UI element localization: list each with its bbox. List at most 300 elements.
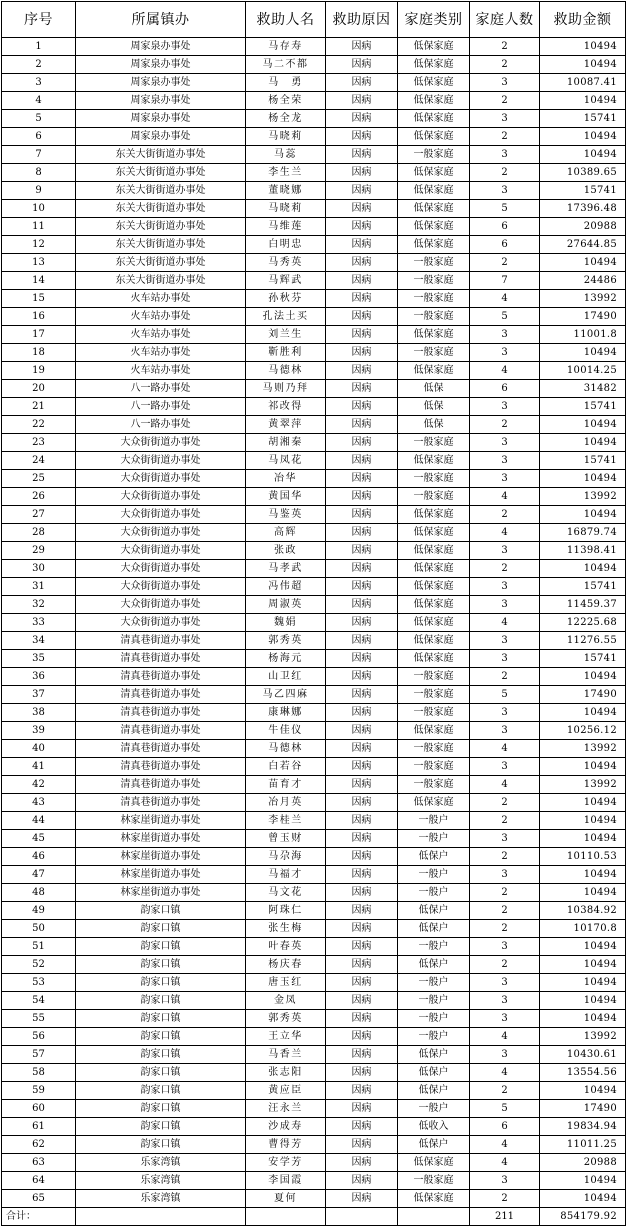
table-row	[2, 308, 626, 326]
cell-family-size: 3	[470, 542, 540, 560]
cell-office: 清真巷街道办事处	[76, 794, 246, 812]
cell-reason: 因病	[326, 740, 398, 758]
cell-office: 清真巷街道办事处	[76, 704, 246, 722]
cell-recipient: 冯伟超	[246, 578, 326, 596]
cell-reason: 因病	[326, 488, 398, 506]
cell-amount: 10494	[540, 866, 626, 884]
cell-reason: 因病	[326, 542, 398, 560]
cell-office: 八一路办事处	[76, 380, 246, 398]
cell-family-size: 4	[470, 290, 540, 308]
cell-office: 林家崖街道办事处	[76, 866, 246, 884]
cell-office: 林家崖街道办事处	[76, 830, 246, 848]
cell-family-type: 一般户	[398, 938, 470, 956]
cell-amount: 10110.53	[540, 848, 626, 866]
cell-amount: 10494	[540, 956, 626, 974]
cell-office: 东关大街街道办事处	[76, 146, 246, 164]
cell-family-size: 6	[470, 218, 540, 236]
cell-office: 韵家口镇	[76, 956, 246, 974]
cell-recipient: 马秀英	[246, 254, 326, 272]
cell-office: 大众街街道办事处	[76, 542, 246, 560]
cell-family-type: 一般户	[398, 974, 470, 992]
cell-family-size: 3	[470, 722, 540, 740]
total-label: 合计：	[2, 1208, 76, 1226]
cell-recipient: 马德林	[246, 740, 326, 758]
cell-recipient: 李国霞	[246, 1172, 326, 1190]
cell-recipient: 张志阳	[246, 1064, 326, 1082]
table-row	[2, 776, 626, 794]
table-row	[2, 650, 626, 668]
cell-amount: 13992	[540, 1028, 626, 1046]
cell-index: 10	[2, 200, 76, 218]
cell-reason: 因病	[326, 1028, 398, 1046]
cell-family-size: 2	[470, 848, 540, 866]
cell-office: 火车站办事处	[76, 308, 246, 326]
cell-reason: 因病	[326, 632, 398, 650]
cell-index: 41	[2, 758, 76, 776]
cell-amount: 10494	[540, 560, 626, 578]
cell-family-type: 一般户	[398, 812, 470, 830]
cell-amount: 15741	[540, 182, 626, 200]
table-row	[2, 1010, 626, 1028]
cell-recipient: 杨海元	[246, 650, 326, 668]
cell-family-type: 一般家庭	[398, 254, 470, 272]
header-recipient: 救助人名	[246, 2, 326, 38]
cell-family-type: 一般家庭	[398, 434, 470, 452]
cell-amount: 17490	[540, 308, 626, 326]
cell-reason: 因病	[326, 74, 398, 92]
cell-recipient: 金凤	[246, 992, 326, 1010]
cell-amount: 10494	[540, 758, 626, 776]
table-row	[2, 722, 626, 740]
cell-recipient: 汪永兰	[246, 1100, 326, 1118]
cell-index: 25	[2, 470, 76, 488]
cell-index: 28	[2, 524, 76, 542]
cell-amount: 10494	[540, 56, 626, 74]
cell-index: 54	[2, 992, 76, 1010]
cell-family-type: 低保	[398, 380, 470, 398]
cell-office: 韵家口镇	[76, 902, 246, 920]
cell-index: 38	[2, 704, 76, 722]
cell-recipient: 白明忠	[246, 236, 326, 254]
cell-index: 61	[2, 1118, 76, 1136]
cell-family-type: 低保户	[398, 1064, 470, 1082]
cell-family-type: 一般家庭	[398, 704, 470, 722]
cell-office: 八一路办事处	[76, 398, 246, 416]
cell-office: 大众街街道办事处	[76, 470, 246, 488]
cell-amount: 10256.12	[540, 722, 626, 740]
cell-amount: 15741	[540, 452, 626, 470]
table-row	[2, 254, 626, 272]
cell-family-size: 5	[470, 1100, 540, 1118]
table-row	[2, 128, 626, 146]
header-row	[2, 2, 626, 38]
table-row	[2, 506, 626, 524]
cell-reason: 因病	[326, 848, 398, 866]
cell-family-type: 一般户	[398, 1100, 470, 1118]
cell-amount: 17396.48	[540, 200, 626, 218]
table-row	[2, 326, 626, 344]
cell-index: 60	[2, 1100, 76, 1118]
cell-office: 周家泉办事处	[76, 92, 246, 110]
cell-reason: 因病	[326, 452, 398, 470]
cell-family-size: 4	[470, 1136, 540, 1154]
cell-office: 韵家口镇	[76, 1028, 246, 1046]
cell-family-type: 一般户	[398, 866, 470, 884]
cell-family-size: 3	[470, 866, 540, 884]
table-row	[2, 236, 626, 254]
cell-family-type: 低保家庭	[398, 650, 470, 668]
cell-recipient: 李生兰	[246, 164, 326, 182]
table-row	[2, 632, 626, 650]
cell-family-size: 3	[470, 704, 540, 722]
cell-recipient: 白若谷	[246, 758, 326, 776]
cell-office: 林家崖街道办事处	[76, 812, 246, 830]
table-row	[2, 362, 626, 380]
cell-reason: 因病	[326, 398, 398, 416]
header-family-size: 家庭人数	[470, 2, 540, 38]
table-row	[2, 542, 626, 560]
cell-family-size: 4	[470, 1028, 540, 1046]
table-footer	[2, 1208, 626, 1226]
cell-amount: 10494	[540, 794, 626, 812]
cell-family-size: 2	[470, 254, 540, 272]
cell-index: 64	[2, 1172, 76, 1190]
cell-office: 大众街街道办事处	[76, 596, 246, 614]
cell-family-type: 一般家庭	[398, 308, 470, 326]
cell-family-size: 3	[470, 632, 540, 650]
cell-recipient: 苗育才	[246, 776, 326, 794]
cell-recipient: 黄国华	[246, 488, 326, 506]
cell-recipient: 胡湘秦	[246, 434, 326, 452]
cell-reason: 因病	[326, 812, 398, 830]
cell-family-type: 低保家庭	[398, 38, 470, 56]
cell-recipient: 阿珠仁	[246, 902, 326, 920]
cell-index: 43	[2, 794, 76, 812]
cell-index: 39	[2, 722, 76, 740]
cell-index: 12	[2, 236, 76, 254]
cell-family-type: 低保户	[398, 1046, 470, 1064]
cell-family-type: 低保家庭	[398, 578, 470, 596]
cell-amount: 13992	[540, 290, 626, 308]
cell-family-size: 3	[470, 470, 540, 488]
total-empty	[398, 1208, 470, 1226]
cell-recipient: 马鉴英	[246, 506, 326, 524]
cell-index: 52	[2, 956, 76, 974]
cell-amount: 10430.61	[540, 1046, 626, 1064]
cell-family-size: 2	[470, 956, 540, 974]
table-row	[2, 1190, 626, 1208]
table-body	[2, 38, 626, 1208]
cell-amount: 10494	[540, 938, 626, 956]
cell-office: 东关大街街道办事处	[76, 200, 246, 218]
cell-reason: 因病	[326, 1172, 398, 1190]
cell-family-size: 2	[470, 1082, 540, 1100]
cell-family-type: 低保家庭	[398, 182, 470, 200]
cell-index: 36	[2, 668, 76, 686]
cell-office: 东关大街街道办事处	[76, 182, 246, 200]
table-row	[2, 740, 626, 758]
cell-family-type: 低保户	[398, 902, 470, 920]
cell-amount: 10170.8	[540, 920, 626, 938]
cell-family-type: 低保家庭	[398, 164, 470, 182]
table-row	[2, 1154, 626, 1172]
cell-recipient: 马二不都	[246, 56, 326, 74]
cell-family-type: 低保家庭	[398, 326, 470, 344]
cell-family-size: 2	[470, 128, 540, 146]
cell-amount: 15741	[540, 578, 626, 596]
cell-family-type: 低收入	[398, 1118, 470, 1136]
cell-amount: 10014.25	[540, 362, 626, 380]
cell-family-size: 3	[470, 758, 540, 776]
table-row	[2, 434, 626, 452]
cell-index: 63	[2, 1154, 76, 1172]
cell-amount: 10494	[540, 344, 626, 362]
cell-reason: 因病	[326, 704, 398, 722]
cell-index: 20	[2, 380, 76, 398]
cell-recipient: 孔法土买	[246, 308, 326, 326]
cell-family-size: 7	[470, 272, 540, 290]
cell-reason: 因病	[326, 1136, 398, 1154]
cell-reason: 因病	[326, 146, 398, 164]
cell-family-size: 4	[470, 488, 540, 506]
cell-family-type: 低保家庭	[398, 56, 470, 74]
cell-reason: 因病	[326, 938, 398, 956]
cell-recipient: 曾玉财	[246, 830, 326, 848]
cell-family-type: 一般家庭	[398, 1172, 470, 1190]
cell-family-type: 低保家庭	[398, 614, 470, 632]
table-row	[2, 164, 626, 182]
cell-recipient: 冶月英	[246, 794, 326, 812]
cell-family-size: 6	[470, 380, 540, 398]
table-row	[2, 560, 626, 578]
cell-family-type: 低保户	[398, 848, 470, 866]
cell-family-size: 3	[470, 398, 540, 416]
cell-reason: 因病	[326, 272, 398, 290]
cell-recipient: 刘兰生	[246, 326, 326, 344]
cell-office: 韵家口镇	[76, 1118, 246, 1136]
cell-family-type: 低保家庭	[398, 218, 470, 236]
cell-recipient: 魏娟	[246, 614, 326, 632]
cell-index: 9	[2, 182, 76, 200]
cell-office: 韵家口镇	[76, 1100, 246, 1118]
cell-office: 清真巷街道办事处	[76, 632, 246, 650]
cell-family-size: 4	[470, 362, 540, 380]
cell-office: 林家崖街道办事处	[76, 884, 246, 902]
cell-office: 清真巷街道办事处	[76, 686, 246, 704]
cell-family-size: 2	[470, 884, 540, 902]
cell-amount: 10384.92	[540, 902, 626, 920]
cell-family-size: 2	[470, 416, 540, 434]
cell-family-type: 低保家庭	[398, 200, 470, 218]
table-row	[2, 830, 626, 848]
table-row	[2, 794, 626, 812]
cell-amount: 24486	[540, 272, 626, 290]
table-row	[2, 1136, 626, 1154]
cell-index: 5	[2, 110, 76, 128]
cell-family-type: 低保家庭	[398, 794, 470, 812]
cell-recipient: 周淑英	[246, 596, 326, 614]
table-row	[2, 452, 626, 470]
cell-recipient: 马维莲	[246, 218, 326, 236]
header-index: 序号	[2, 2, 76, 38]
cell-reason: 因病	[326, 506, 398, 524]
cell-recipient: 马晓莉	[246, 200, 326, 218]
cell-index: 1	[2, 38, 76, 56]
cell-family-size: 2	[470, 164, 540, 182]
cell-recipient: 张生梅	[246, 920, 326, 938]
cell-index: 29	[2, 542, 76, 560]
cell-family-size: 2	[470, 560, 540, 578]
cell-reason: 因病	[326, 866, 398, 884]
cell-recipient: 马乙四麻	[246, 686, 326, 704]
cell-family-size: 2	[470, 812, 540, 830]
cell-reason: 因病	[326, 992, 398, 1010]
cell-amount: 10494	[540, 146, 626, 164]
table-row	[2, 398, 626, 416]
cell-family-size: 3	[470, 650, 540, 668]
cell-family-size: 3	[470, 326, 540, 344]
cell-index: 51	[2, 938, 76, 956]
cell-family-type: 一般家庭	[398, 488, 470, 506]
cell-reason: 因病	[326, 686, 398, 704]
cell-reason: 因病	[326, 434, 398, 452]
cell-family-size: 4	[470, 776, 540, 794]
cell-amount: 11459.37	[540, 596, 626, 614]
cell-office: 清真巷街道办事处	[76, 722, 246, 740]
cell-family-size: 3	[470, 434, 540, 452]
cell-recipient: 王立华	[246, 1028, 326, 1046]
aid-table	[1, 1, 626, 1226]
cell-reason: 因病	[326, 344, 398, 362]
cell-office: 清真巷街道办事处	[76, 758, 246, 776]
cell-family-size: 4	[470, 614, 540, 632]
cell-family-size: 5	[470, 200, 540, 218]
cell-recipient: 马辉武	[246, 272, 326, 290]
cell-office: 东关大街街道办事处	[76, 236, 246, 254]
cell-reason: 因病	[326, 470, 398, 488]
cell-amount: 27644.85	[540, 236, 626, 254]
cell-office: 大众街街道办事处	[76, 614, 246, 632]
cell-reason: 因病	[326, 902, 398, 920]
cell-family-size: 3	[470, 596, 540, 614]
table-row	[2, 704, 626, 722]
cell-recipient: 靳胜利	[246, 344, 326, 362]
total-amount: 854179.92	[540, 1208, 626, 1226]
cell-office: 东关大街街道办事处	[76, 218, 246, 236]
table-row	[2, 182, 626, 200]
cell-reason: 因病	[326, 164, 398, 182]
cell-recipient: 马香兰	[246, 1046, 326, 1064]
cell-amount: 10494	[540, 704, 626, 722]
table-row	[2, 974, 626, 992]
cell-reason: 因病	[326, 650, 398, 668]
cell-amount: 12225.68	[540, 614, 626, 632]
cell-family-size: 3	[470, 344, 540, 362]
cell-amount: 11011.25	[540, 1136, 626, 1154]
cell-amount: 17490	[540, 1100, 626, 1118]
cell-amount: 15741	[540, 398, 626, 416]
cell-office: 乐家湾镇	[76, 1190, 246, 1208]
cell-reason: 因病	[326, 38, 398, 56]
cell-index: 17	[2, 326, 76, 344]
cell-index: 34	[2, 632, 76, 650]
cell-index: 22	[2, 416, 76, 434]
cell-office: 周家泉办事处	[76, 74, 246, 92]
cell-reason: 因病	[326, 362, 398, 380]
cell-amount: 15741	[540, 110, 626, 128]
cell-recipient: 曹得芳	[246, 1136, 326, 1154]
table-row	[2, 380, 626, 398]
cell-office: 韵家口镇	[76, 1064, 246, 1082]
cell-recipient: 马蕊	[246, 146, 326, 164]
cell-family-size: 2	[470, 38, 540, 56]
cell-recipient: 叶春英	[246, 938, 326, 956]
table-row	[2, 110, 626, 128]
cell-reason: 因病	[326, 776, 398, 794]
cell-index: 11	[2, 218, 76, 236]
cell-family-type: 一般家庭	[398, 272, 470, 290]
cell-family-type: 低保家庭	[398, 596, 470, 614]
cell-family-size: 2	[470, 92, 540, 110]
cell-index: 6	[2, 128, 76, 146]
cell-family-type: 低保家庭	[398, 560, 470, 578]
table-row	[2, 1064, 626, 1082]
table-row	[2, 56, 626, 74]
cell-reason: 因病	[326, 722, 398, 740]
table-row	[2, 1100, 626, 1118]
table-row	[2, 416, 626, 434]
cell-office: 清真巷街道办事处	[76, 650, 246, 668]
cell-family-size: 3	[470, 146, 540, 164]
cell-family-type: 一般家庭	[398, 470, 470, 488]
cell-index: 49	[2, 902, 76, 920]
cell-index: 14	[2, 272, 76, 290]
cell-family-type: 低保户	[398, 1136, 470, 1154]
cell-reason: 因病	[326, 668, 398, 686]
table-row	[2, 1082, 626, 1100]
cell-reason: 因病	[326, 974, 398, 992]
cell-amount: 10494	[540, 1010, 626, 1028]
table-row	[2, 200, 626, 218]
cell-office: 清真巷街道办事处	[76, 776, 246, 794]
cell-family-type: 低保户	[398, 956, 470, 974]
cell-amount: 10494	[540, 830, 626, 848]
cell-office: 八一路办事处	[76, 416, 246, 434]
cell-family-type: 一般户	[398, 1010, 470, 1028]
cell-family-type: 低保家庭	[398, 236, 470, 254]
cell-office: 韵家口镇	[76, 938, 246, 956]
table-row	[2, 1028, 626, 1046]
cell-recipient: 孙秋芬	[246, 290, 326, 308]
cell-index: 21	[2, 398, 76, 416]
cell-amount: 19834.94	[540, 1118, 626, 1136]
cell-recipient: 杨全荣	[246, 92, 326, 110]
total-empty	[246, 1208, 326, 1226]
cell-office: 东关大街街道办事处	[76, 164, 246, 182]
cell-family-type: 低保	[398, 416, 470, 434]
cell-recipient: 康琳娜	[246, 704, 326, 722]
table-row	[2, 884, 626, 902]
table-row	[2, 668, 626, 686]
cell-amount: 10494	[540, 1082, 626, 1100]
cell-amount: 11398.41	[540, 542, 626, 560]
cell-index: 53	[2, 974, 76, 992]
cell-recipient: 沙成寿	[246, 1118, 326, 1136]
table-row	[2, 92, 626, 110]
cell-office: 大众街街道办事处	[76, 452, 246, 470]
cell-index: 27	[2, 506, 76, 524]
total-empty	[76, 1208, 246, 1226]
